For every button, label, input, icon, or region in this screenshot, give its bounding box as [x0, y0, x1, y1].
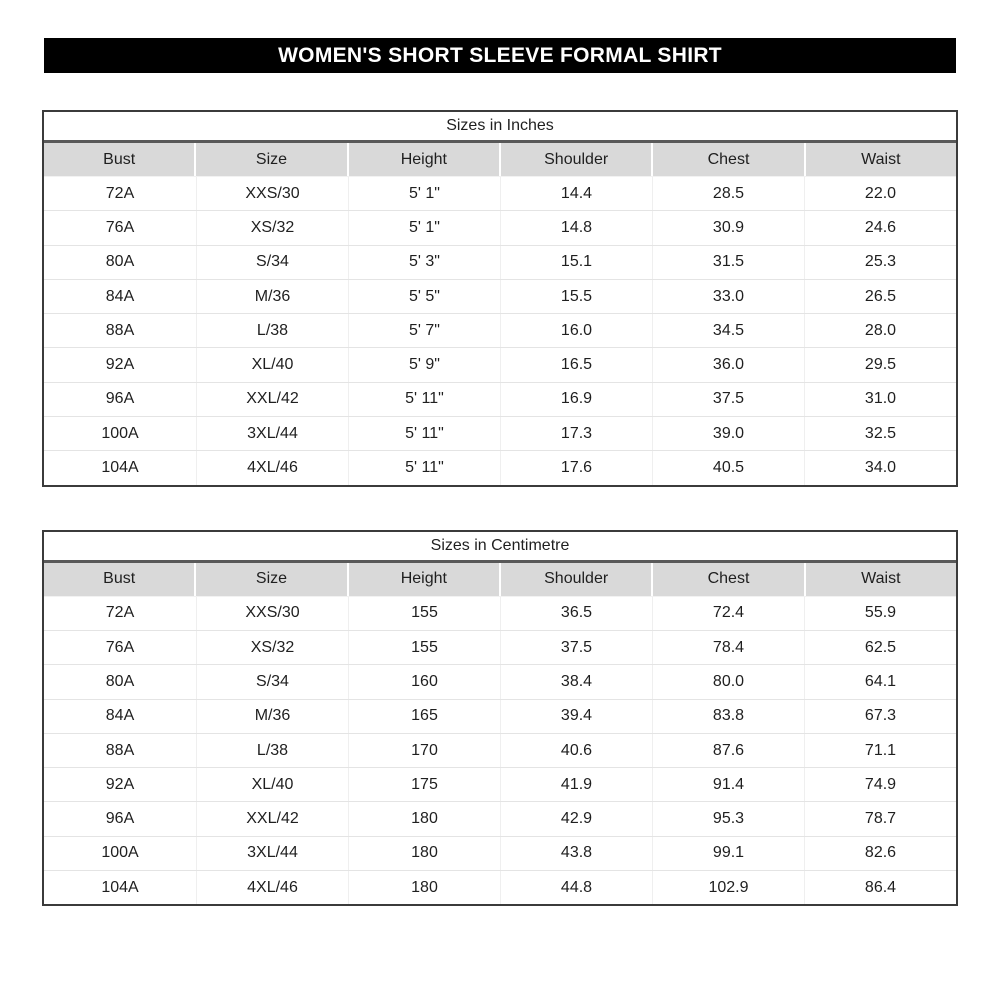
table-row	[44, 416, 956, 450]
table-cell: 76A	[105, 638, 135, 656]
table-cell: 36.0	[652, 348, 804, 381]
column-header: Height	[349, 143, 499, 176]
table-cell: 88A	[105, 741, 135, 759]
column-header: Bust	[44, 143, 194, 176]
table-cell: 42.9	[500, 802, 652, 835]
table-cell: 16.9	[500, 383, 652, 416]
table-cell: 28.5	[652, 177, 804, 210]
table-row	[44, 450, 956, 484]
table-row	[44, 699, 956, 733]
table-cell: 17.6	[500, 451, 652, 484]
column-header: Size	[196, 143, 346, 176]
column-header: Shoulder	[501, 563, 651, 596]
table-cell: 25.3	[804, 246, 956, 279]
table-cell: 5' 9"	[348, 348, 500, 381]
table-cell: 43.8	[500, 837, 652, 870]
table-cell: XXL/42	[196, 383, 348, 416]
table-cell: 4XL/46	[196, 451, 348, 484]
sizes-in-centimetre-table	[42, 530, 958, 907]
table-cell: 84A	[105, 707, 135, 725]
table-cell: 37.5	[500, 631, 652, 664]
column-header: Waist	[806, 563, 956, 596]
table-cell: 104A	[101, 459, 139, 477]
table-row	[44, 870, 956, 904]
product-title: WOMEN'S SHORT SLEEVE FORMAL SHIRT	[278, 43, 722, 67]
table-cell: XS/32	[196, 211, 348, 244]
table-cell: 40.6	[500, 734, 652, 767]
table-cell: 80A	[105, 253, 135, 271]
table-row	[44, 767, 956, 801]
table-cell: 180	[348, 871, 500, 904]
column-header: Size	[196, 563, 346, 596]
table-cell: 55.9	[804, 597, 956, 630]
table-cell: 31.5	[652, 246, 804, 279]
table-row	[44, 664, 956, 698]
table-cell: 44.8	[500, 871, 652, 904]
table-cell: 155	[348, 631, 500, 664]
table-header-row	[44, 563, 956, 596]
table-cell: 39.4	[500, 700, 652, 733]
table-row	[44, 596, 956, 630]
table-cell: 34.5	[652, 314, 804, 347]
table-cell: 170	[348, 734, 500, 767]
table-cell: 165	[348, 700, 500, 733]
table-body	[44, 176, 956, 485]
table-row	[44, 836, 956, 870]
table-cell: 64.1	[804, 665, 956, 698]
table-cell: 78.4	[652, 631, 804, 664]
table-cell: 5' 3"	[348, 246, 500, 279]
table-cell: 37.5	[652, 383, 804, 416]
table-cell: 38.4	[500, 665, 652, 698]
column-header: Bust	[44, 563, 194, 596]
table-cell: 15.1	[500, 246, 652, 279]
table-cell: 30.9	[652, 211, 804, 244]
table-cell: 34.0	[804, 451, 956, 484]
column-header: Height	[349, 563, 499, 596]
table-cell: 160	[348, 665, 500, 698]
table-cell: 16.5	[500, 348, 652, 381]
table-cell: 92A	[105, 775, 135, 793]
column-header: Shoulder	[501, 143, 651, 176]
table-title: Sizes in Inches	[44, 112, 956, 143]
table-cell: 83.8	[652, 700, 804, 733]
table-cell: 5' 5"	[348, 280, 500, 313]
table-cell: XL/40	[196, 768, 348, 801]
table-cell: 100A	[101, 424, 139, 442]
table-cell: 180	[348, 802, 500, 835]
table-cell: 100A	[101, 844, 139, 862]
table-cell: 17.3	[500, 417, 652, 450]
table-cell: 80.0	[652, 665, 804, 698]
table-cell: XXS/30	[196, 177, 348, 210]
table-cell: 72A	[105, 184, 135, 202]
table-cell: 26.5	[804, 280, 956, 313]
table-cell: 5' 11"	[348, 383, 500, 416]
column-header: Chest	[653, 143, 803, 176]
table-row	[44, 733, 956, 767]
table-cell: XL/40	[196, 348, 348, 381]
table-cell: 15.5	[500, 280, 652, 313]
table-cell: 72A	[105, 604, 135, 622]
table-cell: L/38	[196, 734, 348, 767]
table-row	[44, 279, 956, 313]
table-cell: 31.0	[804, 383, 956, 416]
table-cell: 3XL/44	[196, 837, 348, 870]
column-header: Waist	[806, 143, 956, 176]
table-cell: 67.3	[804, 700, 956, 733]
table-row	[44, 630, 956, 664]
table-cell: XXS/30	[196, 597, 348, 630]
table-title: Sizes in Centimetre	[44, 532, 956, 563]
table-cell: 28.0	[804, 314, 956, 347]
table-cell: 3XL/44	[196, 417, 348, 450]
table-cell: 5' 1"	[348, 211, 500, 244]
table-cell: 40.5	[652, 451, 804, 484]
table-cell: L/38	[196, 314, 348, 347]
table-cell: 180	[348, 837, 500, 870]
table-cell: 14.8	[500, 211, 652, 244]
table-cell: 96A	[105, 810, 135, 828]
sizes-in-inches-table	[42, 110, 958, 487]
table-cell: 84A	[105, 287, 135, 305]
table-cell: 95.3	[652, 802, 804, 835]
table-cell: 72.4	[652, 597, 804, 630]
table-cell: 5' 11"	[348, 417, 500, 450]
table-cell: 86.4	[804, 871, 956, 904]
table-cell: 74.9	[804, 768, 956, 801]
table-cell: 39.0	[652, 417, 804, 450]
table-cell: 99.1	[652, 837, 804, 870]
table-cell: 5' 7"	[348, 314, 500, 347]
table-row	[44, 313, 956, 347]
table-row	[44, 801, 956, 835]
table-row	[44, 176, 956, 210]
table-cell: 5' 1"	[348, 177, 500, 210]
table-row	[44, 245, 956, 279]
table-cell: 155	[348, 597, 500, 630]
table-cell: 5' 11"	[348, 451, 500, 484]
table-cell: 36.5	[500, 597, 652, 630]
table-cell: M/36	[196, 700, 348, 733]
table-cell: 96A	[105, 390, 135, 408]
table-cell: 71.1	[804, 734, 956, 767]
table-row	[44, 382, 956, 416]
table-cell: 88A	[105, 321, 135, 339]
table-cell: S/34	[196, 246, 348, 279]
table-cell: 104A	[101, 878, 139, 896]
table-cell: 82.6	[804, 837, 956, 870]
table-cell: M/36	[196, 280, 348, 313]
table-cell: 24.6	[804, 211, 956, 244]
table-header-row	[44, 143, 956, 176]
table-cell: 29.5	[804, 348, 956, 381]
table-cell: 32.5	[804, 417, 956, 450]
table-cell: 102.9	[652, 871, 804, 904]
table-cell: 92A	[105, 356, 135, 374]
table-cell: XXL/42	[196, 802, 348, 835]
column-header: Chest	[653, 563, 803, 596]
table-cell: 14.4	[500, 177, 652, 210]
table-cell: 4XL/46	[196, 871, 348, 904]
table-body	[44, 596, 956, 905]
table-cell: 16.0	[500, 314, 652, 347]
table-cell: 62.5	[804, 631, 956, 664]
table-row	[44, 210, 956, 244]
table-row	[44, 347, 956, 381]
product-title-bar	[44, 38, 956, 73]
table-cell: S/34	[196, 665, 348, 698]
table-cell: 22.0	[804, 177, 956, 210]
table-cell: XS/32	[196, 631, 348, 664]
table-cell: 175	[348, 768, 500, 801]
table-cell: 33.0	[652, 280, 804, 313]
table-cell: 87.6	[652, 734, 804, 767]
table-cell: 80A	[105, 672, 135, 690]
table-cell: 78.7	[804, 802, 956, 835]
table-cell: 91.4	[652, 768, 804, 801]
table-cell: 41.9	[500, 768, 652, 801]
table-cell: 76A	[105, 218, 135, 236]
